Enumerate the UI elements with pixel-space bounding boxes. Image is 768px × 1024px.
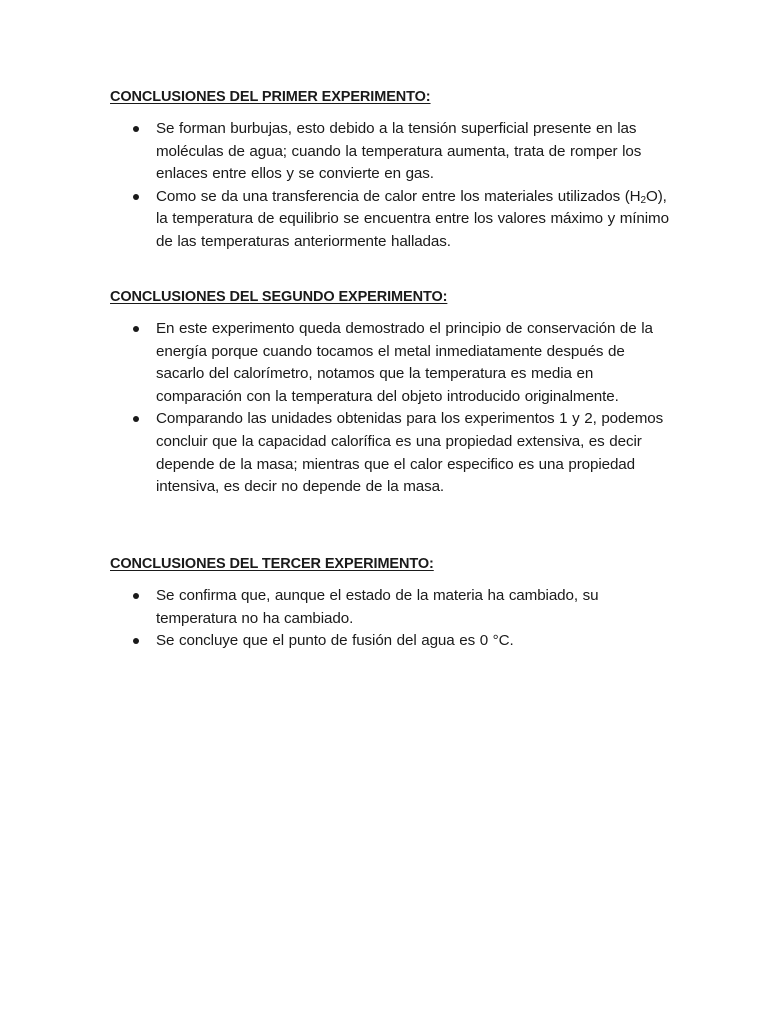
list-item-text (156, 188, 669, 250)
list-item (110, 118, 670, 186)
list-item (110, 186, 670, 254)
section-segundo-experimento (110, 286, 670, 499)
list-item-text: En este experimento queda demostrado el principio de conservación de la energía porque cuando tocamos el metal inmediatamente después de sacarlo del calorímetro, notamos que la temperatura es media en comparación con la temperatura del objeto introducido originalmente. (156, 320, 653, 405)
bullet-icon (133, 326, 139, 332)
bullet-icon (133, 416, 139, 422)
bullet-list (110, 585, 670, 653)
list-item (110, 318, 670, 408)
list-item-text-part: Como se da una transferencia de calor entre los materiales utilizados (H (156, 187, 641, 205)
bullet-list (110, 318, 670, 499)
bullet-icon (133, 593, 139, 599)
list-item-text: Comparando las unidades obtenidas para los experimentos 1 y 2, podemos concluir que la capacidad calorífica es una propiedad extensiva, es decir depende de la masa; mientras que el calor especifico es una propiedad intensiva, es decir no depende de la masa. (156, 410, 664, 496)
list-item (110, 630, 670, 653)
bullet-list (110, 118, 670, 254)
list-item-text-part: O), la temperatura de equilibrio se encuentra entre los valores máximo y mínimo de las temperaturas anteriormente halladas. (156, 187, 669, 250)
bullet-icon (133, 126, 139, 132)
bullet-icon (133, 194, 139, 200)
list-item (110, 585, 670, 630)
section-tercer-experimento (110, 553, 670, 653)
section-heading: CONCLUSIONES DEL SEGUNDO EXPERIMENTO: (110, 289, 448, 305)
list-item-text: Se concluye que el punto de fusión del agua es 0 °C. (156, 632, 514, 650)
list-item-text: Se forman burbujas, esto debido a la tensión superficial presente en las moléculas de agua; cuando la temperatura aumenta, trata de romper los enlaces entre ellos y se convierte en gas. (156, 120, 642, 183)
list-item (110, 408, 670, 498)
subscript: 2 (640, 194, 647, 206)
list-item-text: Se confirma que, aunque el estado de la materia ha cambiado, su temperatura no ha cambiado. (156, 587, 599, 627)
bullet-icon (133, 638, 139, 644)
section-heading: CONCLUSIONES DEL TERCER EXPERIMENTO: (110, 556, 434, 572)
section-primer-experimento (110, 86, 670, 254)
section-heading: CONCLUSIONES DEL PRIMER EXPERIMENTO: (110, 89, 431, 105)
